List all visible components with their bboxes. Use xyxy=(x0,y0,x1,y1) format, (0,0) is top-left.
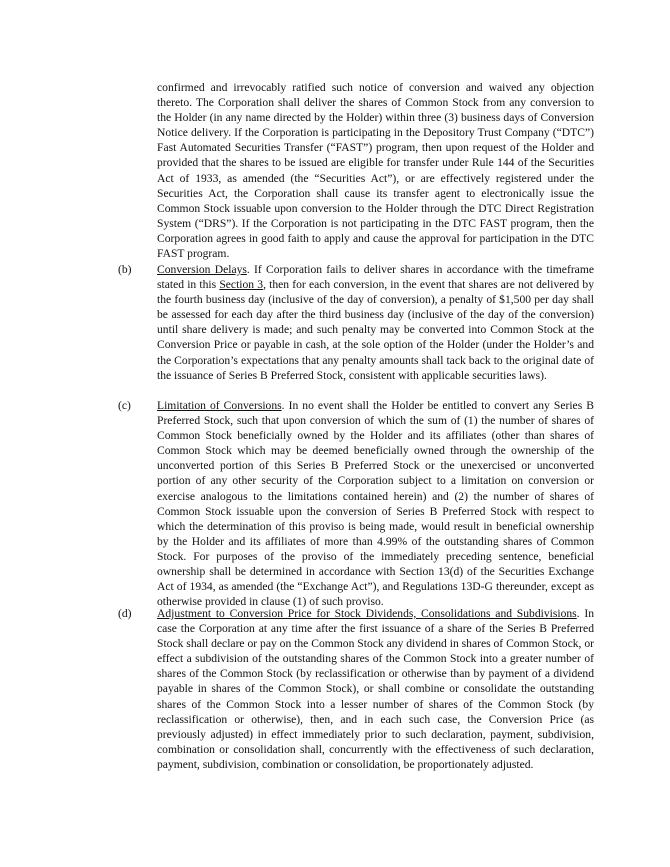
item-text-d xyxy=(157,606,594,772)
item-text-c xyxy=(157,398,594,609)
item-label-b: (b) xyxy=(118,263,132,276)
item-c-text: . In no event shall the Holder be entitled to convert any Series B Preferred Stock, such that upon conversion of which the sum of (1) the number of shares of Common Stock beneficially owned by the Holder and its affiliates (other than shares of Common Stock which may be deemed beneficially owned through the ownership of the unconverted portion of this Series B Preferred Stock or the unexercised or unconverted portion of any other security of the Corporation subject to a limitation on conversion or exercise analogous to the limitations contained herein) and (2) the number of shares of Common Stock issuable upon the conversion of Series B Preferred Stock with respect to which the determination of this proviso is being made, would result in beneficial ownership by the Holder and its affiliates of more than 4.99% of the outstanding shares of Common Stock. For purposes of the proviso of the immediately preceding sentence, beneficial ownership shall be determined in accordance with Section 13(d) of the Securities Exchange Act of 1934, as amended (the “Exchange Act”), and Regulations 13D-G thereunder, except as otherwise provided in clause (1) of such proviso. xyxy=(157,399,594,609)
item-text-b xyxy=(157,262,594,383)
section-3-reference: Section 3 xyxy=(219,278,264,292)
paragraph-continuation: confirmed and irrevocably ratified such notice of conversion and waived any objection thereto. The Corporation shall deliver the shares of Common Stock from any conversion to the Holder (in any name directed by the Holder) within three (3) business days of Conversion Notice delivery. If the Corporation is participating in the Depository Trust Company (“DTC”) Fast Automated Securities Transfer (“FAST”) program, then upon request of the Holder and provided that the shares to be issued are eligible for transfer under Rule 144 of the Securities Act of 1933, as amended (the “Securities Act”), or are effectively registered under the Securities Act, the Corporation shall cause its transfer agent to electronically issue the Common Stock issuable upon conversion to the Holder through the DTC Direct Registration System (“DRS”). If the Corporation is not participating in the DTC FAST program, then the Corporation agrees in good faith to apply and cause the approval for participation in the DTC FAST program. xyxy=(157,81,594,261)
item-label-d: (d) xyxy=(118,607,132,620)
heading-conversion-delays: Conversion Delays xyxy=(157,263,247,276)
item-b-text-part1: . If Corporation fails to deliver shares in accordance with the timeframe stated in this xyxy=(157,263,594,292)
item-b-text-part2: , then for each conversion, in the event that shares are not delivered by the fourth business day (inclusive of the day of conversion), a penalty of $1,500 per day shall be assessed for each day after the third business day (inclusive of the day of the conversion) until share delivery is made; and such penalty may be converted into Common Stock at the Conversion Price or payable in cash, at the sole option of the Holder (under the Holder’s and the Corporation’s expectations that any penalty amounts shall tack back to the original date of the issuance of Series B Preferred Stock, consistent with applicable securities laws). xyxy=(157,278,594,382)
item-d-text: . In case the Corporation at any time after the first issuance of a share of the Series B Preferred Stock shall declare or pay on the Common Stock any dividend in shares of Common Stock, or effect a subdivision of the outstanding shares of the Common Stock into a greater number of shares of the Common Stock (by reclassification or otherwise than by payment of a dividend payable in shares of the Common Stock), or shall combine or consolidate the outstanding shares of the Common Stock into a lesser number of shares of the Common Stock (by reclassification or otherwise), then, and in each such case, the Conversion Price (as previously adjusted) in effect immediately prior to such declaration, payment, subdivision, combination or consolidation shall, concurrently with the effectiveness of such declaration, payment, subdivision, combination or consolidation, be proportionately adjusted. xyxy=(157,607,594,771)
heading-adjustment-to-conversion-price: Adjustment to Conversion Price for Stock Dividends, Consolidations and Subdivisions xyxy=(157,607,577,620)
item-label-c: (c) xyxy=(118,399,131,412)
heading-limitation-of-conversions: Limitation of Conversions xyxy=(157,399,282,412)
